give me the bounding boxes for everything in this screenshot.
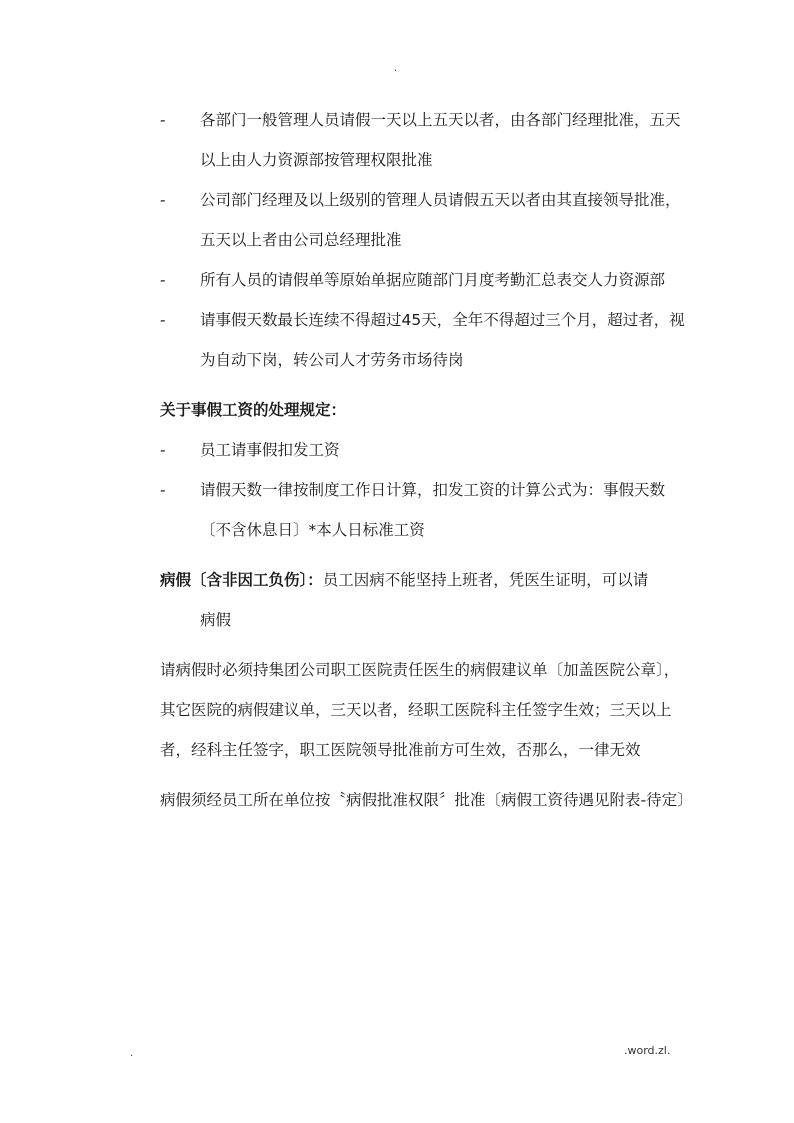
list-dash: -: [160, 191, 166, 209]
list-item: [160, 300, 686, 380]
list-dash: -: [160, 111, 166, 129]
list-item: [160, 100, 686, 180]
sick-leave-heading: 病假〔含非因工负伤〕：: [160, 571, 323, 589]
list-item-text: 所有人员的请假单等原始单据应随部门月度考勤汇总表交人力资源部: [200, 271, 666, 289]
header-mark: .: [394, 63, 398, 74]
list-item-text: 公司部门经理及以上级别的管理人员请假五天以者由其直接领导批准，五天以上者由公司总经理批准: [200, 191, 681, 249]
list-item-text: 请假天数一律按制度工作日计算，扣发工资的计算公式为：事假天数〔不含休息日〕*本人日标准工资: [200, 481, 666, 539]
list-dash: -: [160, 441, 166, 459]
document-body: [160, 100, 693, 820]
list-dash: -: [160, 481, 166, 499]
list-item: [160, 470, 686, 550]
list-dash: -: [160, 311, 166, 329]
sick-leave-text: 员工因病不能坚持上班者，凭医生证明，可以请: [322, 571, 649, 589]
list-item: [160, 430, 686, 470]
list-item: [160, 180, 686, 260]
list-item: [160, 260, 686, 300]
list-item-text: 员工请事假扣发工资: [200, 441, 340, 459]
sick-leave-continuation: 病假: [200, 611, 232, 629]
footer-watermark: .word.zl.: [624, 1044, 671, 1057]
list-dash: -: [160, 271, 166, 289]
list-item-text: 请事假天数最长连续不得超过45天，全年不得超过三个月，超过者，视为自动下岗，转公司人才劳务市场待岗: [200, 311, 685, 369]
sick-leave-paragraph: [160, 560, 686, 640]
section-heading: 关于事假工资的处理规定：: [160, 401, 347, 419]
list-item-text: 各部门一般管理人员请假一天以上五天以者，由各部门经理批准，五天以上由人力资源部按管理权限批准: [200, 111, 681, 169]
paragraph: 病假须经员工所在单位按〝病假批准权限〞批准〔病假工资待遇见附表-待定〕: [160, 791, 693, 809]
paragraph: 请病假时必须持集团公司职工医院责任医生的病假建议单〔加盖医院公章〕，其它医院的病假建议单，三天以者，经职工医院科主任签字生效；三天以上者，经科主任签字，职工医院领导批准前方可生效，否那么，一律无效: [160, 661, 680, 759]
footer-mark: .: [130, 1048, 134, 1059]
